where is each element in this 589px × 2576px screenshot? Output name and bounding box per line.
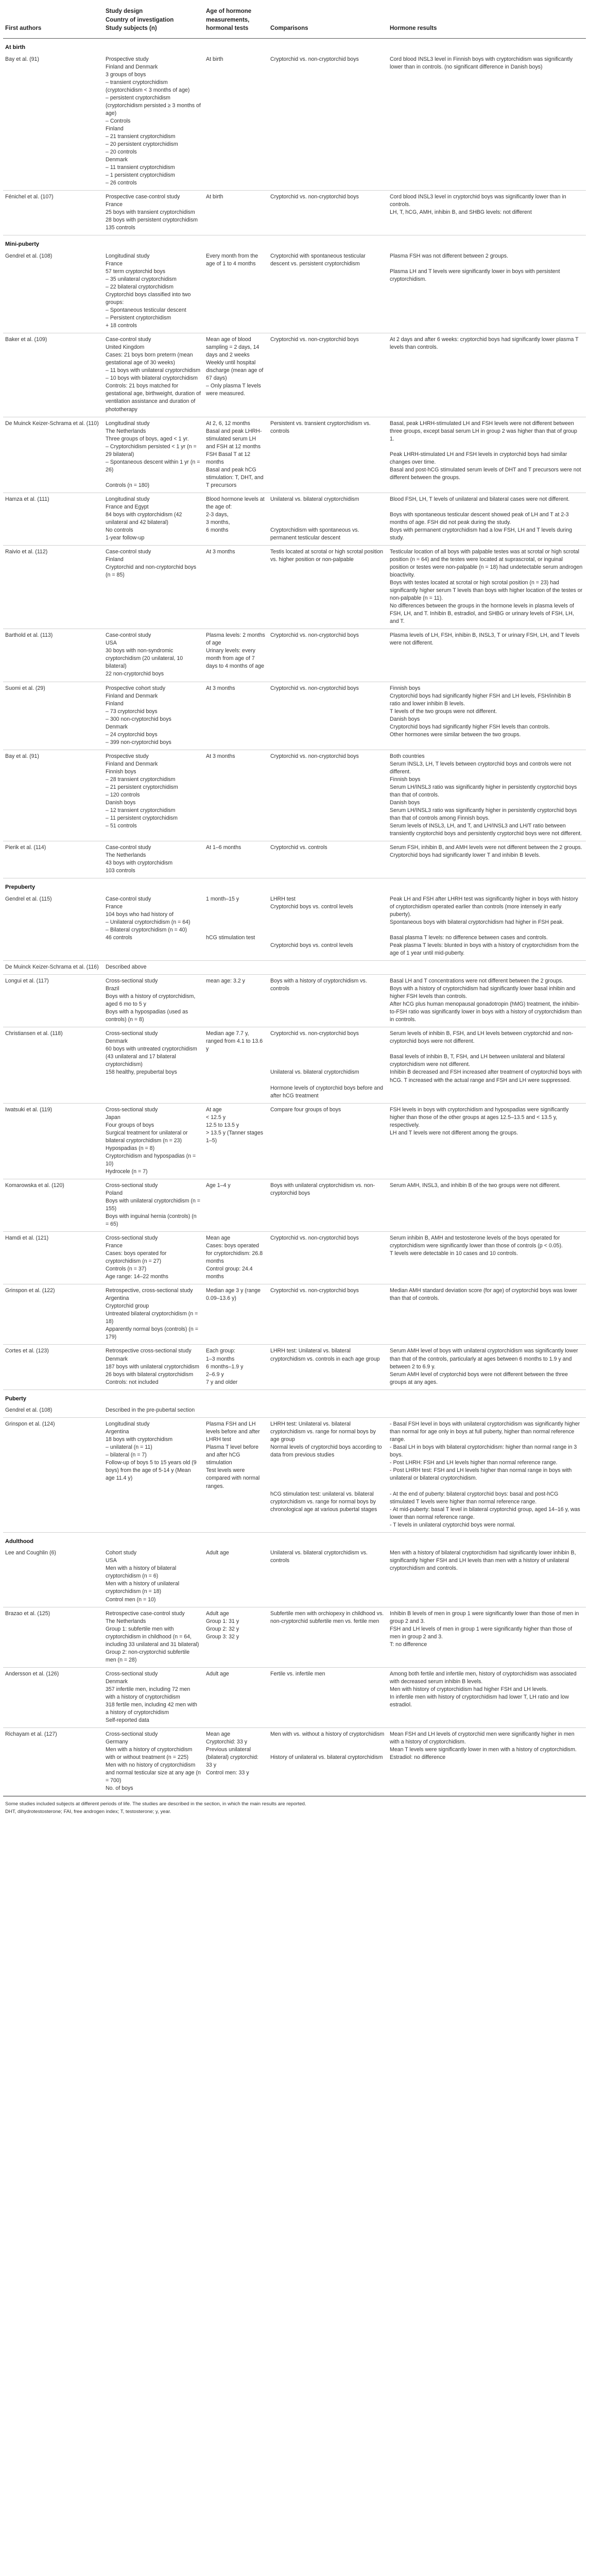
cell-age-tests: Plasma FSH and LH levels before and after LHRH test Plasma T level before and after hCG stimulation Test levels were compared with normal ranges. [204, 1418, 268, 1532]
cell-study-design: Cross-sectional study Poland Boys with unilateral cryptorchidism (n = 155) Boys with inguinal hernia (controls) (n = 65) [103, 1179, 204, 1231]
cell-hormone-results: Serum FSH, inhibin B, and AMH levels were not different between the 2 groups. Cryptorchid boys had significantly lower T and inhibin B levels. [388, 841, 586, 878]
cell-hormone-results: Blood FSH, LH, T levels of unilateral and bilateral cases were not different. Boys with spontaneous testicular descent showed peak of LH and T at 2-3 months of age. FSH did not peak during the study. Boys with permanent cryptorchidism had a low FSH, LH and T levels during study. [388, 493, 586, 545]
cell-hormone-results: Among both fertile and infertile men, history of cryptorchidism was associated with decreased serum inhibin B levels. Men with history of cryptorchidism had higher FSH and LH levels. In infertile men with history of cryptorchidism had lower T, LH ratio and low estradiol. [388, 1667, 586, 1727]
cell-first-authors: Andersson et al. (126) [3, 1667, 103, 1727]
cell-first-authors: Gendrel et al. (108) [3, 1404, 103, 1418]
cell-age-tests: At 1–6 months [204, 841, 268, 878]
cell-age-tests: Each group: 1–3 months 6 months–1.9 y 2–6.9 y 7 y and older [204, 1345, 268, 1389]
cell-age-tests: Median age 3 y (range 0.09–13.6 y) [204, 1284, 268, 1345]
cell-comparisons: Cryptorchid vs. non-cryptorchid boys [268, 53, 388, 191]
cell-first-authors: Hamza et al. (111) [3, 493, 103, 545]
cell-comparisons: Cryptorchid vs. non-cryptorchid boys [268, 333, 388, 417]
cell-comparisons: Cryptorchid vs. non-cryptorchid boys [268, 750, 388, 841]
cell-age-tests [204, 1404, 268, 1418]
cell-hormone-results: Cord blood INSL3 level in Finnish boys with cryptorchidism was significantly lower than in controls. (no significant difference in Danish boys) [388, 53, 586, 191]
cell-comparisons: Cryptorchid vs. non-cryptorchid boys [268, 629, 388, 682]
cell-comparisons: Cryptorchid with spontaneous testicular descent vs. persistent cryptorchidism [268, 250, 388, 333]
cell-study-design: Longitudinal study Argentina 18 boys with cryptorchidism – unilateral (n = 11) – bilateral (n = 7) Follow-up of boys 5 to 15 years old (9 boys) from the age of 5-14 y (Mean age 11.4 y) [103, 1418, 204, 1532]
cell-study-design: Cross-sectional study Japan Four groups of boys Surgical treatment for unilateral or bilateral cryptorchidism (n = 23) Hypospadias (n = 8) Cryptorchidism and hypospadias (n = 10) Hydrocele (n = 7) [103, 1103, 204, 1179]
cell-study-design: Retrospective cross-sectional study Denmark 187 boys with unilateral cryptorchidism 26 boys with bilateral cryptorchidism Controls: not included [103, 1345, 204, 1389]
cell-first-authors: Baker et al. (109) [3, 333, 103, 417]
cell-comparisons: Men with vs. without a history of cryptorchidism History of unilateral vs. bilateral cryptorchidism [268, 1727, 388, 1795]
section-header-row [3, 235, 586, 250]
table-row [3, 333, 586, 417]
cell-hormone-results: FSH levels in boys with cryptorchidism and hypospadias were significantly higher than those of the other groups at ages 12.5–13.5 and < 13.5 y, respectively. LH and T levels were not different among the groups. [388, 1103, 586, 1179]
cell-age-tests: Adult age [204, 1667, 268, 1727]
cell-study-design: Retrospective, cross-sectional study Argentina Cryptorchid group Untreated bilateral cryptorchidism (n = 18) Apparently normal boys (controls) (n = 179) [103, 1284, 204, 1345]
cell-first-authors: Raivio et al. (112) [3, 546, 103, 629]
table-row [3, 1284, 586, 1345]
cell-first-authors: Longui et al. (117) [3, 975, 103, 1027]
cell-first-authors: Suomi et al. (29) [3, 682, 103, 750]
cell-age-tests: Age 1–4 y [204, 1179, 268, 1231]
table-row [3, 1027, 586, 1103]
cell-comparisons: Subfertile men with orchiopexy in childhood vs. non-cryptorchid subfertile men vs. fertile men [268, 1607, 388, 1667]
section-header-row [3, 1389, 586, 1404]
table-row [3, 629, 586, 682]
header-age: Age of hormone measurements, hormonal tests [204, 0, 268, 39]
cell-hormone-results: Serum AMH level of boys with unilateral cryptorchidism was significantly lower than that of the controls, particularly at ages between 6 months to 1.9 y and between 2 to 6.9 y. Serum AMH level of cryptorchid boys were not different between the three groups at any ages. [388, 1345, 586, 1389]
cell-age-tests: At 3 months [204, 682, 268, 750]
cell-comparisons: Boys with unilateral cryptorchidism vs. non-cryptorchid boys [268, 1179, 388, 1231]
cell-study-design: Prospective study Finland and Denmark Finnish boys – 28 transient cryptorchidism – 21 persistent cryptorchidism – 120 controls Danish boys – 12 transient cryptorchidism – 11 persistent cryptorchidism – 51 controls [103, 750, 204, 841]
header-hormone-results: Hormone results [388, 0, 586, 39]
cell-comparisons: Cryptorchid vs. non-cryptorchid boys [268, 1284, 388, 1345]
cell-first-authors: Fénichel et al. (107) [3, 191, 103, 235]
cell-study-design: Case-control study The Netherlands 43 boys with cryptorchidism 103 controls [103, 841, 204, 878]
cell-first-authors: Komarowska et al. (120) [3, 1179, 103, 1231]
footnote: DHT, dihydrotestosterone; FAI, free androgen index; T, testosterone; y, year. [5, 1808, 171, 1815]
cell-hormone-results: Testicular location of all boys with palpable testes was at scrotal or high scrotal position (n = 64) and the testes were located at suprascrotal, or inguinal position or testes were non-palpable (n = 18) had undetectable serum androgen bioactivity. Boys with testes located at scrotal or high scrotal position (n = 23) had significantly higher serum T levels than boys with higher location of the testes or non-palpable (n = 11). No differences between the groups in the hormone levels in plasma levels of FSH, LH, and T. Inhibin B, estradiol, and SHBG or urinary levels of FSH, LH, and T. [388, 546, 586, 629]
cell-study-design: Case-control study United Kingdom Cases: 21 boys born preterm (mean gestational age of 30 weeks) – 11 boys with unilateral cryptorchidism – 10 boys with bilateral cryptorchidism Controls: 21 boys matched for gestational age, birthweight, duration of ventilation assistance and duration of phototherapy [103, 333, 204, 417]
section-title: Adulthood [5, 1538, 33, 1545]
footnote: Some studies included subjects at different periods of life. The studies are described in the section, in which the main results are reported. [5, 1801, 306, 1807]
cell-age-tests: Plasma levels: 2 months of age Urinary levels: every month from age of 7 days to 4 months of age [204, 629, 268, 682]
cell-first-authors: Bay et al. (91) [3, 53, 103, 191]
cell-age-tests: At birth [204, 191, 268, 235]
table-row [3, 841, 586, 878]
cell-comparisons: Cryptorchid vs. non-cryptorchid boys [268, 1232, 388, 1284]
cell-study-design: Prospective study Finland and Denmark 3 groups of boys – transient cryptorchidism (cryptorchidism < 3 months of age) – persistent cryptorchidism (cryptorchidism persisted ≥ 3 months of age) – Controls Finland – 21 transient cryptorchidism – 20 persistent cryptorchidism – 20 controls Denmark – 11 transient cryptorchidism – 1 persistent cryptorchidism – 26 controls [103, 53, 204, 191]
cell-comparisons: Unilateral vs. bilateral cryptorchidism vs. controls [268, 1547, 388, 1607]
cell-first-authors: Hamdi et al. (121) [3, 1232, 103, 1284]
cell-comparisons: Cryptorchid vs. controls [268, 841, 388, 878]
table-row [3, 1179, 586, 1231]
table-row [3, 893, 586, 961]
cell-age-tests: At birth [204, 53, 268, 191]
table-row [3, 1404, 586, 1418]
header-study-design: Study design Country of investigation Study subjects (n) [103, 0, 204, 39]
header-first-authors: First authors [3, 0, 103, 39]
cell-comparisons: LHRH test Cryptorchid boys vs. control levels Cryptorchid boys vs. control levels [268, 893, 388, 961]
cell-study-design: Longitudinal study France and Egypt 84 boys with cryptorchidism (42 unilateral and 42 bilateral) No controls 1-year follow-up [103, 493, 204, 545]
cell-age-tests: Blood hormone levels at the age of: 2-3 days, 3 months, 6 months [204, 493, 268, 545]
cell-comparisons [268, 961, 388, 975]
cell-age-tests: 1 month–15 y hCG stimulation test [204, 893, 268, 961]
cell-age-tests: Mean age Cases: boys operated for cryptorchidism: 26.8 months Control group: 24.4 months [204, 1232, 268, 1284]
cell-hormone-results: Both countries Serum INSL3, LH, T levels between cryptorchid boys and controls were not different. Finnish boys Serum LH/INSL3 ratio was significantly higher in persistently cryptorchid boys than that of controls. Danish boys Serum LH/INSL3 ratio was significantly higher in persistently cryptorchid boys than that of controls among Finnish boys. Serum levels of INSL3, LH, and T, and LH/INSL3 and LH/T ratio between transiently cryptorchid boys and persistently cryptorchid boys were not different. [388, 750, 586, 841]
table-footnotes [3, 1796, 586, 1820]
cell-first-authors: Gendrel et al. (108) [3, 250, 103, 333]
table-row [3, 1103, 586, 1179]
cell-age-tests: Mean age Cryptorchid: 33 y Previous unilateral (bilateral) cryptorchid: 33 y Control men: 33 y [204, 1727, 268, 1795]
table-body [3, 39, 586, 1796]
cell-study-design: Described in the pre-pubertal section [103, 1404, 204, 1418]
cell-age-tests: Median age 7.7 y, ranged from 4.1 to 13.6 y [204, 1027, 268, 1103]
cell-age-tests: mean age: 3.2 y [204, 975, 268, 1027]
cell-first-authors: Bay et al. (91) [3, 750, 103, 841]
cell-comparisons: LHRH test: Unilateral vs. bilateral cryptorchidism vs. controls in each age group [268, 1345, 388, 1389]
cell-comparisons: Unilateral vs. bilateral cryptorchidism Cryptorchidism with spontaneous vs. permanent testicular descent [268, 493, 388, 545]
cell-age-tests: At 2, 6, 12 months Basal and peak LHRH-stimulated serum LH and FSH at 12 months FSH Basal T at 12 months Basal and peak hCG stimulation: T, DHT, and T precursors [204, 417, 268, 493]
table-row [3, 975, 586, 1027]
cell-hormone-results: Inhibin B levels of men in group 1 were significantly lower than those of men in group 2 and 3. FSH and LH levels of men in group 1 were significantly higher than those of men in group 2 and 3. T: no difference [388, 1607, 586, 1667]
cell-study-design: Case-control study France 104 boys who had history of – Unilateral cryptorchidism (n = 64) – Bilateral cryptorchidism (n = 40) 46 controls [103, 893, 204, 961]
cell-hormone-results: Basal LH and T concentrations were not different between the 2 groups. Boys with a history of cryptorchidism had significantly lower basal inhibin and higher FSH levels than controls. After hCG plus human menopausal gonadotropin (hMG) treatment, the inhibin-to-FSH ratio was significantly lower in boys with a history of cryptorchidism than in controls. [388, 975, 586, 1027]
cell-comparisons: LHRH test: Unilateral vs. bilateral cryptorchidism vs. range for normal boys by age group Normal levels of cryptorchid boys according to data from previous studies hCG stimulation test: unilateral vs. bilateral cryptorchidism vs. range for normal boys by chronological age at various pubertal stages [268, 1418, 388, 1532]
table-row [3, 961, 586, 975]
cell-hormone-results: Men with a history of bilateral cryptorchidism had significantly lower inhibin B, significantly higher FSH and LH levels than men with a history of unilateral cryptorchidism and controls. [388, 1547, 586, 1607]
cell-hormone-results [388, 961, 586, 975]
cell-first-authors: Pierik et al. (114) [3, 841, 103, 878]
cell-first-authors: De Muinck Keizer-Schrama et al. (116) [3, 961, 103, 975]
cell-comparisons: Boys with a history of cryptorchidism vs. controls [268, 975, 388, 1027]
cell-comparisons: Persistent vs. transient cryptorchidism vs. controls [268, 417, 388, 493]
cell-hormone-results: Median AMH standard deviation score (for age) of cryptorchid boys was lower than that of controls. [388, 1284, 586, 1345]
cell-study-design: Cohort study USA Men with a history of bilateral cryptorchidism (n = 6) Men with a history of unilateral cryptorchidism (n = 18) Control men (n = 10) [103, 1547, 204, 1607]
cell-first-authors: Christiansen et al. (118) [3, 1027, 103, 1103]
cell-hormone-results: Peak LH and FSH after LHRH test was significantly higher in boys with history of cryptorchidism operated earlier than controls (more intensely in early puberty). Spontaneous boys with bilateral cryptorchidism had higher in FSH peak. Basal plasma T levels: no difference between cases and controls. Peak plasma T levels: blunted in boys with a history of cryptorchidism from the age of 1 year until mid-puberty. [388, 893, 586, 961]
section-title: At birth [5, 44, 26, 51]
cell-hormone-results: Serum inhibin B, AMH and testosterone levels of the boys operated for cryptorchidism were significantly lower than those of controls (p < 0.05). T levels were detectable in 10 cases and 10 controls. [388, 1232, 586, 1284]
table-row [3, 1345, 586, 1389]
cell-comparisons: Cryptorchid vs. non-cryptorchid boys Unilateral vs. bilateral cryptorchidism Hormone levels of cryptorchid boys before and after hCG treatment [268, 1027, 388, 1103]
cell-hormone-results: Plasma FSH was not different between 2 groups. Plasma LH and T levels were significantly lower in boys with persistent cryptorchidism. [388, 250, 586, 333]
cell-hormone-results: Serum levels of inhibin B, FSH, and LH levels between cryptorchid and non-cryptorchid boys were not different. Basal levels of inhibin B, T, FSH, and LH between unilateral and bilateral cryptorchidism were not different. Inhibin B decreased and FSH increased after treatment of cryptorchid boys with hCG. T increased with the actual range and FSH and LH were suppressed. [388, 1027, 586, 1103]
section-title: Mini-puberty [5, 241, 39, 248]
section-title: Puberty [5, 1395, 26, 1402]
table-row [3, 250, 586, 333]
cell-age-tests: Adult age Group 1: 31 y Group 2: 32 y Group 3: 32 y [204, 1607, 268, 1667]
cell-first-authors: Grinspon et al. (122) [3, 1284, 103, 1345]
cell-study-design: Longitudinal study The Netherlands Three groups of boys, aged < 1 yr. – Cryptorchidism persisted < 1 yr (n = 29 bilateral) – Spontaneous descent within 1 yr (n = 26) Controls (n = 180) [103, 417, 204, 493]
table-header-row [3, 0, 586, 39]
table-row [3, 417, 586, 493]
cell-hormone-results: - Basal FSH level in boys with unilateral cryptorchidism was significantly higher than normal for age only in boys at full puberty, higher than normal reference range. - Basal LH in boys with bilateral cryptorchidism: higher than normal range in 3 boys. - Post LHRH: FSH and LH levels higher than normal reference range. - Post LHRH test: FSH and LH levels higher than normal range in boys with unilateral or bilateral cryptorchidism. - At the end of puberty: bilateral cryptorchid boys: basal and post-hCG stimulated T levels were higher than normal reference range. - At mid-puberty: basal T level in bilateral cryptorchid group, aged 14–16 y, was lower than normal reference range. - T levels in unilateral cryptorchid boys were normal. [388, 1418, 586, 1532]
cell-first-authors: Gendrel et al. (115) [3, 893, 103, 961]
table-row [3, 1232, 586, 1284]
section-header-row [3, 39, 586, 53]
cell-study-design: Cross-sectional study Germany Men with a history of cryptorchidism with or without treatment (n = 225) Men with no history of cryptorchidism and normal testicular size at any age (n = 700) No. of boys [103, 1727, 204, 1795]
table-row [3, 1667, 586, 1727]
table-row [3, 493, 586, 545]
cell-age-tests: At 3 months [204, 750, 268, 841]
cell-first-authors: Iwatsuki et al. (119) [3, 1103, 103, 1179]
cell-hormone-results: Finnish boys Cryptorchid boys had significantly higher FSH and LH levels, FSH/inhibin B ratio and lower inhibin B levels. T levels of the two groups were not different. Danish boys Cryptorchid boys had significantly higher FSH levels than controls. Other hormones were similar between the two groups. [388, 682, 586, 750]
cell-hormone-results: Cord blood INSL3 level in cryptorchid boys was significantly lower than in controls. LH, T, hCG, AMH, inhibin B, and SHBG levels: not different [388, 191, 586, 235]
cell-study-design: Described above [103, 961, 204, 975]
table-row [3, 546, 586, 629]
cell-study-design: Cross-sectional study France Cases: boys operated for cryptorchidism (n = 27) Controls (n = 37) Age range: 14–22 months [103, 1232, 204, 1284]
cell-study-design: Prospective cohort study Finland and Denmark Finland – 73 cryptorchid boys – 300 non-cryptorchid boys Denmark – 24 cryptorchid boys – 399 non-cryptorchid boys [103, 682, 204, 750]
cell-age-tests [204, 961, 268, 975]
cell-age-tests: At age < 12.5 y 12.5 to 13.5 y > 13.5 y (Tanner stages 1–5) [204, 1103, 268, 1179]
cell-first-authors: Barthold et al. (113) [3, 629, 103, 682]
cell-study-design: Retrospective case-control study The Netherlands Group 1: subfertile men with cryptorchidism in childhood (n = 64, including 33 unilateral and 31 bilateral) Group 2: non-cryptorchid subfertile men (n = 28) [103, 1607, 204, 1667]
cell-first-authors: Richayam et al. (127) [3, 1727, 103, 1795]
cell-age-tests: Mean age of blood sampling = 2 days, 14 days and 2 weeks Weekly until hospital discharge (mean age of 67 days) – Only plasma T levels were measured. [204, 333, 268, 417]
cell-study-design: Cross-sectional study Brazil Boys with a history of cryptorchidism, aged 6 mo to 5 y Boys with a hypospadias (used as controls) (n = 8) [103, 975, 204, 1027]
cell-study-design: Prospective case-control study France 25 boys with transient cryptorchidism 28 boys with persistent cryptorchidism 135 controls [103, 191, 204, 235]
cell-first-authors: Grinspon et al. (124) [3, 1418, 103, 1532]
section-title: Prepuberty [5, 884, 36, 891]
cell-first-authors: De Muinck Keizer-Schrama et al. (110) [3, 417, 103, 493]
cell-comparisons: Cryptorchid vs. non-cryptorchid boys [268, 682, 388, 750]
table-row [3, 53, 586, 191]
table-row [3, 191, 586, 235]
cell-study-design: Case-control study USA 30 boys with non-syndromic cryptorchidism (20 unilateral, 10 bilateral) 22 non-cryptorchid boys [103, 629, 204, 682]
cell-study-design: Cross-sectional study Denmark 60 boys with untreated cryptorchidism (43 unilateral and 17 bilateral cryptorchidism) 158 healthy, prepubertal boys [103, 1027, 204, 1103]
section-header-row [3, 1532, 586, 1547]
table-row [3, 682, 586, 750]
table-row [3, 1607, 586, 1667]
cell-age-tests: Adult age [204, 1547, 268, 1607]
cell-comparisons: Cryptorchid vs. non-cryptorchid boys [268, 191, 388, 235]
section-header-row [3, 878, 586, 893]
table-row [3, 1547, 586, 1607]
cell-age-tests: Every month from the age of 1 to 4 months [204, 250, 268, 333]
cell-study-design: Longitudinal study France 57 term cryptorchid boys – 35 unilateral cryptorchidism – 22 bilateral cryptorchidism Cryptorchid boys classified into two groups: – Spontaneous testicular descent – Persistent cryptorchidism + 18 controls [103, 250, 204, 333]
cell-hormone-results: Basal, peak LHRH-stimulated LH and FSH levels were not different between three groups, except basal serum LH in group 2 was higher than that of group 1. Peak LHRH-stimulated LH and FSH levels in cryptorchid boys had similar changes over time. Basal and post-hCG stimulated serum levels of DHT and T precursors were not different between the groups. [388, 417, 586, 493]
cell-hormone-results [388, 1404, 586, 1418]
cell-first-authors: Cortes et al. (123) [3, 1345, 103, 1389]
table-row [3, 1418, 586, 1532]
cell-hormone-results: At 2 days and after 6 weeks: cryptorchid boys had significantly lower plasma T levels than controls. [388, 333, 586, 417]
cell-hormone-results: Plasma levels of LH, FSH, inhibin B, INSL3, T or urinary FSH, LH, and T levels were not different. [388, 629, 586, 682]
cell-comparisons: Testis located at scrotal or high scrotal position vs. higher position or non-palpable [268, 546, 388, 629]
cell-study-design: Case-control study Finland Cryptorchid and non-cryptorchid boys (n = 85) [103, 546, 204, 629]
header-comparisons: Comparisons [268, 0, 388, 39]
cell-first-authors: Lee and Coughlin (6) [3, 1547, 103, 1607]
cell-first-authors: Brazao et al. (125) [3, 1607, 103, 1667]
cell-hormone-results: Serum AMH, INSL3, and inhibin B of the two groups were not different. [388, 1179, 586, 1231]
table-row [3, 1727, 586, 1795]
table-row [3, 750, 586, 841]
cell-comparisons: Compare four groups of boys [268, 1103, 388, 1179]
cell-comparisons [268, 1404, 388, 1418]
cell-study-design: Cross-sectional study Denmark 357 infertile men, including 72 men with a history of cryptorchidism 318 fertile men, including 42 men with a history of cryptorchidism Self-reported data [103, 1667, 204, 1727]
cell-comparisons: Fertile vs. infertile men [268, 1667, 388, 1727]
cell-age-tests: At 3 months [204, 546, 268, 629]
cell-hormone-results: Mean FSH and LH levels of cryptorchid men were significantly higher in men with a history of cryptorchidism. Mean T levels were significantly lower in men with a history of cryptorchidism. Estradiol: no difference [388, 1727, 586, 1795]
hormone-studies-table [3, 0, 586, 1796]
